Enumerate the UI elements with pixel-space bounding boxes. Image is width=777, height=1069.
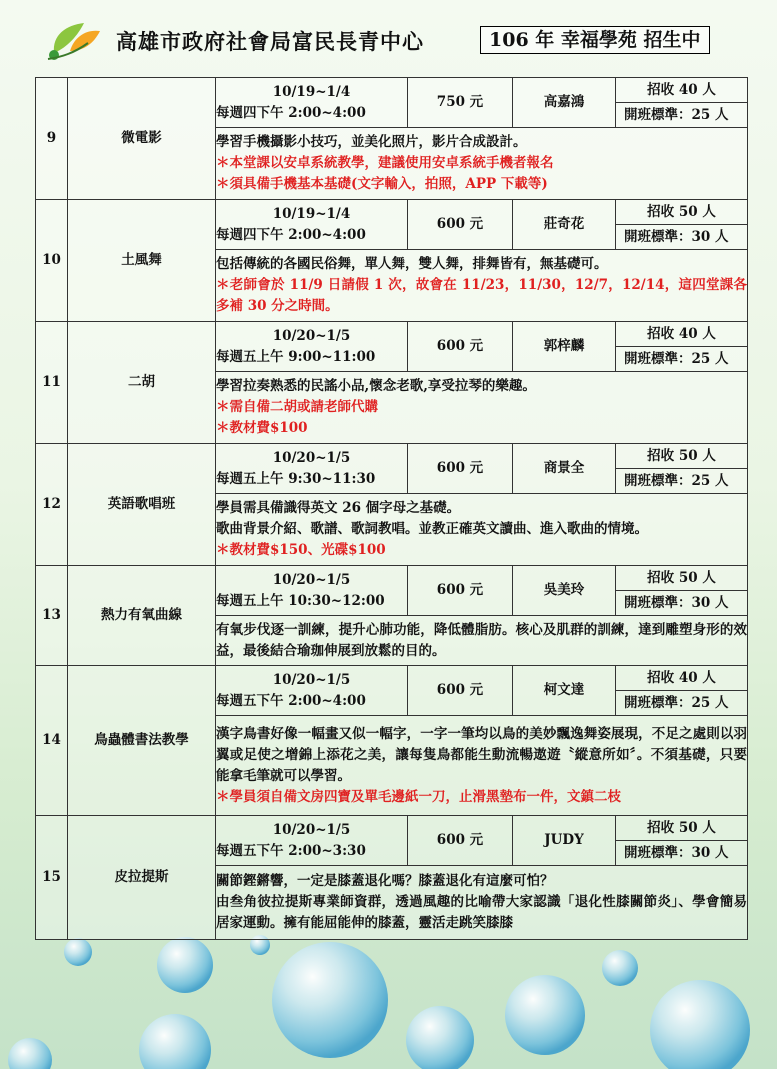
course-date-range: 10/20~1/5 (272, 327, 351, 344)
course-teacher: 郭梓麟 (513, 322, 616, 372)
course-schedule (216, 666, 408, 716)
course-schedule (216, 78, 408, 128)
course-note: ＊學員須自備文房四寶及單毛邊紙一刀，止滑黑墊布一件，文鎮二枝 (216, 788, 621, 805)
course-fee: 600 元 (408, 444, 513, 494)
course-quota (616, 566, 748, 616)
quota-minimum: 開班標準：25 人 (624, 351, 729, 367)
course-row (36, 78, 748, 128)
course-date-range: 10/20~1/5 (272, 821, 351, 838)
course-row (36, 816, 748, 866)
course-schedule (216, 322, 408, 372)
course-table (35, 77, 748, 940)
quota-capacity: 招收 40 人 (616, 666, 747, 691)
course-note: ＊本堂課以安卓系統教學，建議使用安卓系統手機者報名 (216, 155, 554, 171)
course-teacher: 高嘉鴻 (513, 78, 616, 128)
course-schedule (216, 566, 408, 616)
course-description (216, 250, 748, 322)
quota-capacity: 招收 50 人 (616, 444, 747, 469)
course-date-range: 10/20~1/5 (272, 571, 351, 588)
page-title: 高雄市政府社會局富民長青中心 (116, 29, 424, 54)
quota-minimum: 開班標準：25 人 (624, 695, 729, 711)
quota-minimum: 開班標準：25 人 (624, 107, 729, 123)
course-name: 英語歌唱班 (68, 444, 216, 566)
course-name: 二胡 (68, 322, 216, 444)
course-fee: 600 元 (408, 666, 513, 716)
course-schedule (216, 816, 408, 866)
course-fee: 750 元 (408, 78, 513, 128)
course-row (36, 200, 748, 250)
course-description (216, 372, 748, 444)
course-row (36, 666, 748, 716)
course-description (216, 616, 748, 666)
quota-capacity: 招收 40 人 (616, 322, 747, 347)
course-note: ＊教材費$100 (216, 420, 308, 436)
course-number: 12 (36, 444, 68, 566)
course-quota (616, 444, 748, 494)
course-name: 微電影 (68, 78, 216, 200)
course-quota (616, 200, 748, 250)
course-schedule (216, 444, 408, 494)
course-time: 每週五下午 2:00~4:00 (216, 692, 366, 709)
course-description (216, 494, 748, 566)
course-number: 11 (36, 322, 68, 444)
course-number: 13 (36, 566, 68, 666)
course-desc-line: 學習手機攝影小技巧，並美化照片，影片合成設計。 (216, 134, 527, 150)
quota-capacity: 招收 50 人 (616, 816, 747, 841)
quota-minimum: 開班標準：30 人 (624, 229, 729, 245)
course-teacher: 商景全 (513, 444, 616, 494)
course-teacher: 莊奇花 (513, 200, 616, 250)
course-note: ＊需自備二胡或請老師代購 (216, 399, 378, 415)
course-row (36, 566, 748, 616)
course-fee: 600 元 (408, 322, 513, 372)
course-note: ＊須具備手機基本基礎(文字輸入，拍照，APP 下載等) (216, 176, 548, 192)
course-time: 每週五下午 2:00~3:30 (216, 842, 366, 859)
course-name: 熱力有氧曲線 (68, 566, 216, 666)
course-time: 每週四下午 2:00~4:00 (216, 104, 366, 121)
course-date-range: 10/20~1/5 (272, 449, 351, 466)
course-desc-line: 學員需具備識得英文 26 個字母之基礎。 (216, 500, 461, 516)
course-description (216, 866, 748, 940)
course-time: 每週五上午 10:30~12:00 (216, 592, 385, 609)
course-desc-line: 有氧步伐逐一訓練，提升心肺功能，降低體脂肪。核心及肌群的訓練，達到雕塑身形的效益，最後結合瑜珈伸展到放鬆的目的。 (216, 621, 747, 659)
course-row (36, 322, 748, 372)
course-note: ＊老師會於 11/9 日請假 1 次，故會在 11/23，11/30，12/7，12/14，這四堂課各多補 30 分之時間。 (216, 277, 747, 314)
quota-minimum: 開班標準：30 人 (624, 845, 729, 861)
course-desc-line: 關節鏗鏘響，一定是膝蓋退化嗎？膝蓋退化有這麼可怕？ (216, 873, 554, 889)
course-quota (616, 666, 748, 716)
course-desc-line: 歌曲背景介紹、歌譜、歌詞教唱。並教正確英文讀曲、進入歌曲的情境。 (216, 521, 648, 537)
quota-minimum: 開班標準：25 人 (624, 473, 729, 489)
course-name: 鳥蟲體書法教學 (68, 666, 216, 816)
course-number: 15 (36, 816, 68, 940)
course-teacher: JUDY (513, 816, 616, 866)
page-header (0, 0, 777, 75)
course-number: 9 (36, 78, 68, 200)
course-fee: 600 元 (408, 200, 513, 250)
course-quota (616, 816, 748, 866)
course-teacher: 柯文達 (513, 666, 616, 716)
quota-capacity: 招收 40 人 (616, 78, 747, 103)
enrollment-tag: 106 年 幸福學苑 招生中 (480, 26, 710, 54)
course-name: 皮拉提斯 (68, 816, 216, 940)
course-desc-line: 學習拉奏熟悉的民謠小品,懷念老歌,享受拉琴的樂趣。 (216, 378, 536, 394)
course-date-range: 10/20~1/5 (272, 671, 351, 688)
course-name: 土風舞 (68, 200, 216, 322)
course-quota (616, 78, 748, 128)
leaf-logo-icon (44, 13, 102, 61)
course-desc-line: 包括傳統的各國民俗舞，單人舞，雙人舞，排舞皆有，無基礎可。 (216, 256, 608, 272)
course-desc-line: 由叁角彼拉提斯專業師資群，透過風趣的比喻帶大家認識「退化性膝關節炎」、學會簡易居家運動。擁有能屈能伸的膝蓋，靈活走跳笑膝膝 (216, 894, 747, 931)
course-row (36, 444, 748, 494)
quota-minimum: 開班標準：30 人 (624, 595, 729, 611)
course-schedule (216, 200, 408, 250)
course-number: 10 (36, 200, 68, 322)
course-date-range: 10/19~1/4 (272, 205, 351, 222)
quota-capacity: 招收 50 人 (616, 200, 747, 225)
course-desc-line: 漢字鳥書好像一幅畫又似一幅字，一字一筆均以鳥的美妙飄逸舞姿展現，不足之處則以羽翼或足使之增錦上添花之美，讓每隻鳥都能生動流暢遨遊〝縱意所如〞。不須基礎，只要能拿毛筆就可以學習。 (216, 725, 747, 784)
quota-capacity: 招收 50 人 (616, 566, 747, 591)
course-description (216, 716, 748, 816)
course-time: 每週五上午 9:30~11:30 (216, 470, 376, 487)
course-fee: 600 元 (408, 816, 513, 866)
course-note: ＊教材費$150、光碟$100 (216, 542, 386, 558)
course-teacher: 吳美玲 (513, 566, 616, 616)
course-time: 每週五上午 9:00~11:00 (216, 348, 376, 365)
course-fee: 600 元 (408, 566, 513, 616)
course-date-range: 10/19~1/4 (272, 83, 351, 100)
course-time: 每週四下午 2:00~4:00 (216, 226, 366, 243)
course-quota (616, 322, 748, 372)
course-number: 14 (36, 666, 68, 816)
course-description (216, 128, 748, 200)
